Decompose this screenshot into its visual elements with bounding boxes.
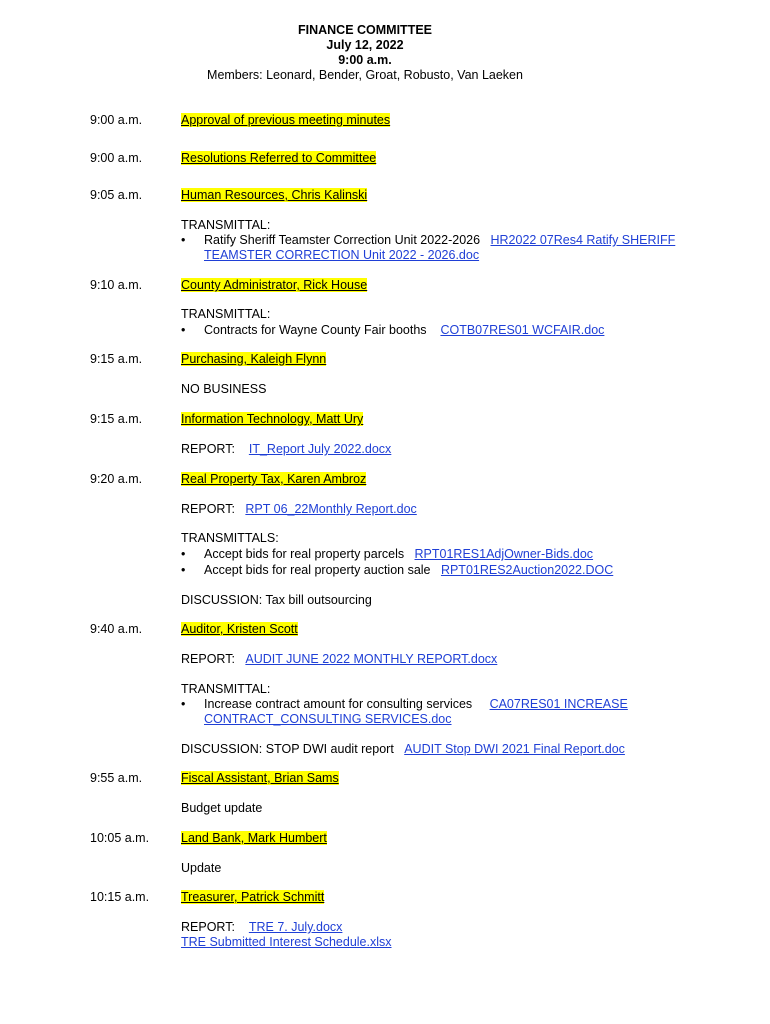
item-time: 10:05 a.m. xyxy=(90,831,150,845)
report-label: REPORT: xyxy=(181,502,235,516)
item-time: 9:05 a.m. xyxy=(90,188,143,202)
transmittals-label: TRANSMITTALS: xyxy=(181,531,279,545)
bullet-text: Ratify Sheriff Teamster Correction Unit 2022-2026 xyxy=(204,233,481,247)
item-time: 9:10 a.m. xyxy=(90,278,143,292)
doc-link[interactable]: CA07RES01 INCREASE xyxy=(489,697,628,711)
report-label: REPORT: xyxy=(181,652,235,666)
bullet-icon: • xyxy=(181,697,186,711)
report-link[interactable]: RPT 06_22Monthly Report.doc xyxy=(245,502,417,516)
bullet-text: Accept bids for real property auction sale xyxy=(204,563,431,577)
doc-link-cont[interactable]: TEAMSTER CORRECTION Unit 2022 - 2026.doc xyxy=(204,248,480,262)
report-label: REPORT: xyxy=(181,442,235,456)
transmittal-label: TRANSMITTAL: xyxy=(181,218,271,232)
item-title-rpt[interactable]: Real Property Tax, Karen Ambroz xyxy=(181,472,367,486)
doc-link-cont[interactable]: CONTRACT_CONSULTING SERVICES.doc xyxy=(204,712,452,726)
discussion-link[interactable]: AUDIT Stop DWI 2021 Final Report.doc xyxy=(404,742,625,756)
item-time: 9:40 a.m. xyxy=(90,622,143,636)
schedule-link[interactable]: TRE Submitted Interest Schedule.xlsx xyxy=(181,935,392,949)
doc-link[interactable]: RPT01RES1AdjOwner-Bids.doc xyxy=(414,547,594,561)
item-note: Budget update xyxy=(181,801,263,815)
discussion-text: DISCUSSION: STOP DWI audit report xyxy=(181,742,394,756)
meeting-date: July 12, 2022 xyxy=(326,38,404,52)
bullet-icon: • xyxy=(181,233,186,247)
transmittal-label: TRANSMITTAL: xyxy=(181,682,271,696)
item-time: 9:55 a.m. xyxy=(90,771,143,785)
item-title-purchasing[interactable]: Purchasing, Kaleigh Flynn xyxy=(181,352,327,366)
doc-link[interactable]: RPT01RES2Auction2022.DOC xyxy=(440,563,614,577)
committee-title: FINANCE COMMITTEE xyxy=(297,23,433,37)
item-title-it[interactable]: Information Technology, Matt Ury xyxy=(181,412,364,426)
members-list: Members: Leonard, Bender, Groat, Robusto, Van Laeken xyxy=(207,68,523,82)
item-time: 9:00 a.m. xyxy=(90,151,143,165)
report-label: REPORT: xyxy=(181,920,235,934)
discussion-text: DISCUSSION: Tax bill outsourcing xyxy=(181,593,372,607)
item-title-minutes[interactable]: Approval of previous meeting minutes xyxy=(181,113,391,127)
item-title-hr[interactable]: Human Resources, Chris Kalinski xyxy=(181,188,368,202)
doc-link[interactable]: COTB07RES01 WCFAIR.doc xyxy=(440,323,605,337)
report-link[interactable]: TRE 7. July.docx xyxy=(248,920,343,934)
item-title-fiscal[interactable]: Fiscal Assistant, Brian Sams xyxy=(181,771,339,785)
item-title-treasurer[interactable]: Treasurer, Patrick Schmitt xyxy=(181,890,325,904)
bullet-text: Increase contract amount for consulting services xyxy=(204,697,473,711)
item-note: NO BUSINESS xyxy=(181,382,267,396)
transmittal-label: TRANSMITTAL: xyxy=(181,307,271,321)
report-link[interactable]: AUDIT JUNE 2022 MONTHLY REPORT.docx xyxy=(245,652,498,666)
item-time: 9:15 a.m. xyxy=(90,412,143,426)
item-time: 9:20 a.m. xyxy=(90,472,143,486)
report-link[interactable]: IT_Report July 2022.docx xyxy=(248,442,392,456)
item-title-county-admin[interactable]: County Administrator, Rick House xyxy=(181,278,368,292)
bullet-icon: • xyxy=(181,563,186,577)
doc-link[interactable]: HR2022 07Res4 Ratify SHERIFF xyxy=(490,233,676,247)
meeting-time: 9:00 a.m. xyxy=(338,53,392,67)
item-note: Update xyxy=(181,861,222,875)
bullet-text: Accept bids for real property parcels xyxy=(204,547,405,561)
item-time: 10:15 a.m. xyxy=(90,890,150,904)
bullet-text: Contracts for Wayne County Fair booths xyxy=(204,323,427,337)
item-time: 9:00 a.m. xyxy=(90,113,143,127)
bullet-icon: • xyxy=(181,323,186,337)
bullet-icon: • xyxy=(181,547,186,561)
item-time: 9:15 a.m. xyxy=(90,352,143,366)
item-title-landbank[interactable]: Land Bank, Mark Humbert xyxy=(181,831,327,845)
item-title-auditor[interactable]: Auditor, Kristen Scott xyxy=(181,622,298,636)
agenda-header xyxy=(0,23,730,83)
item-title-resolutions[interactable]: Resolutions Referred to Committee xyxy=(181,151,377,165)
